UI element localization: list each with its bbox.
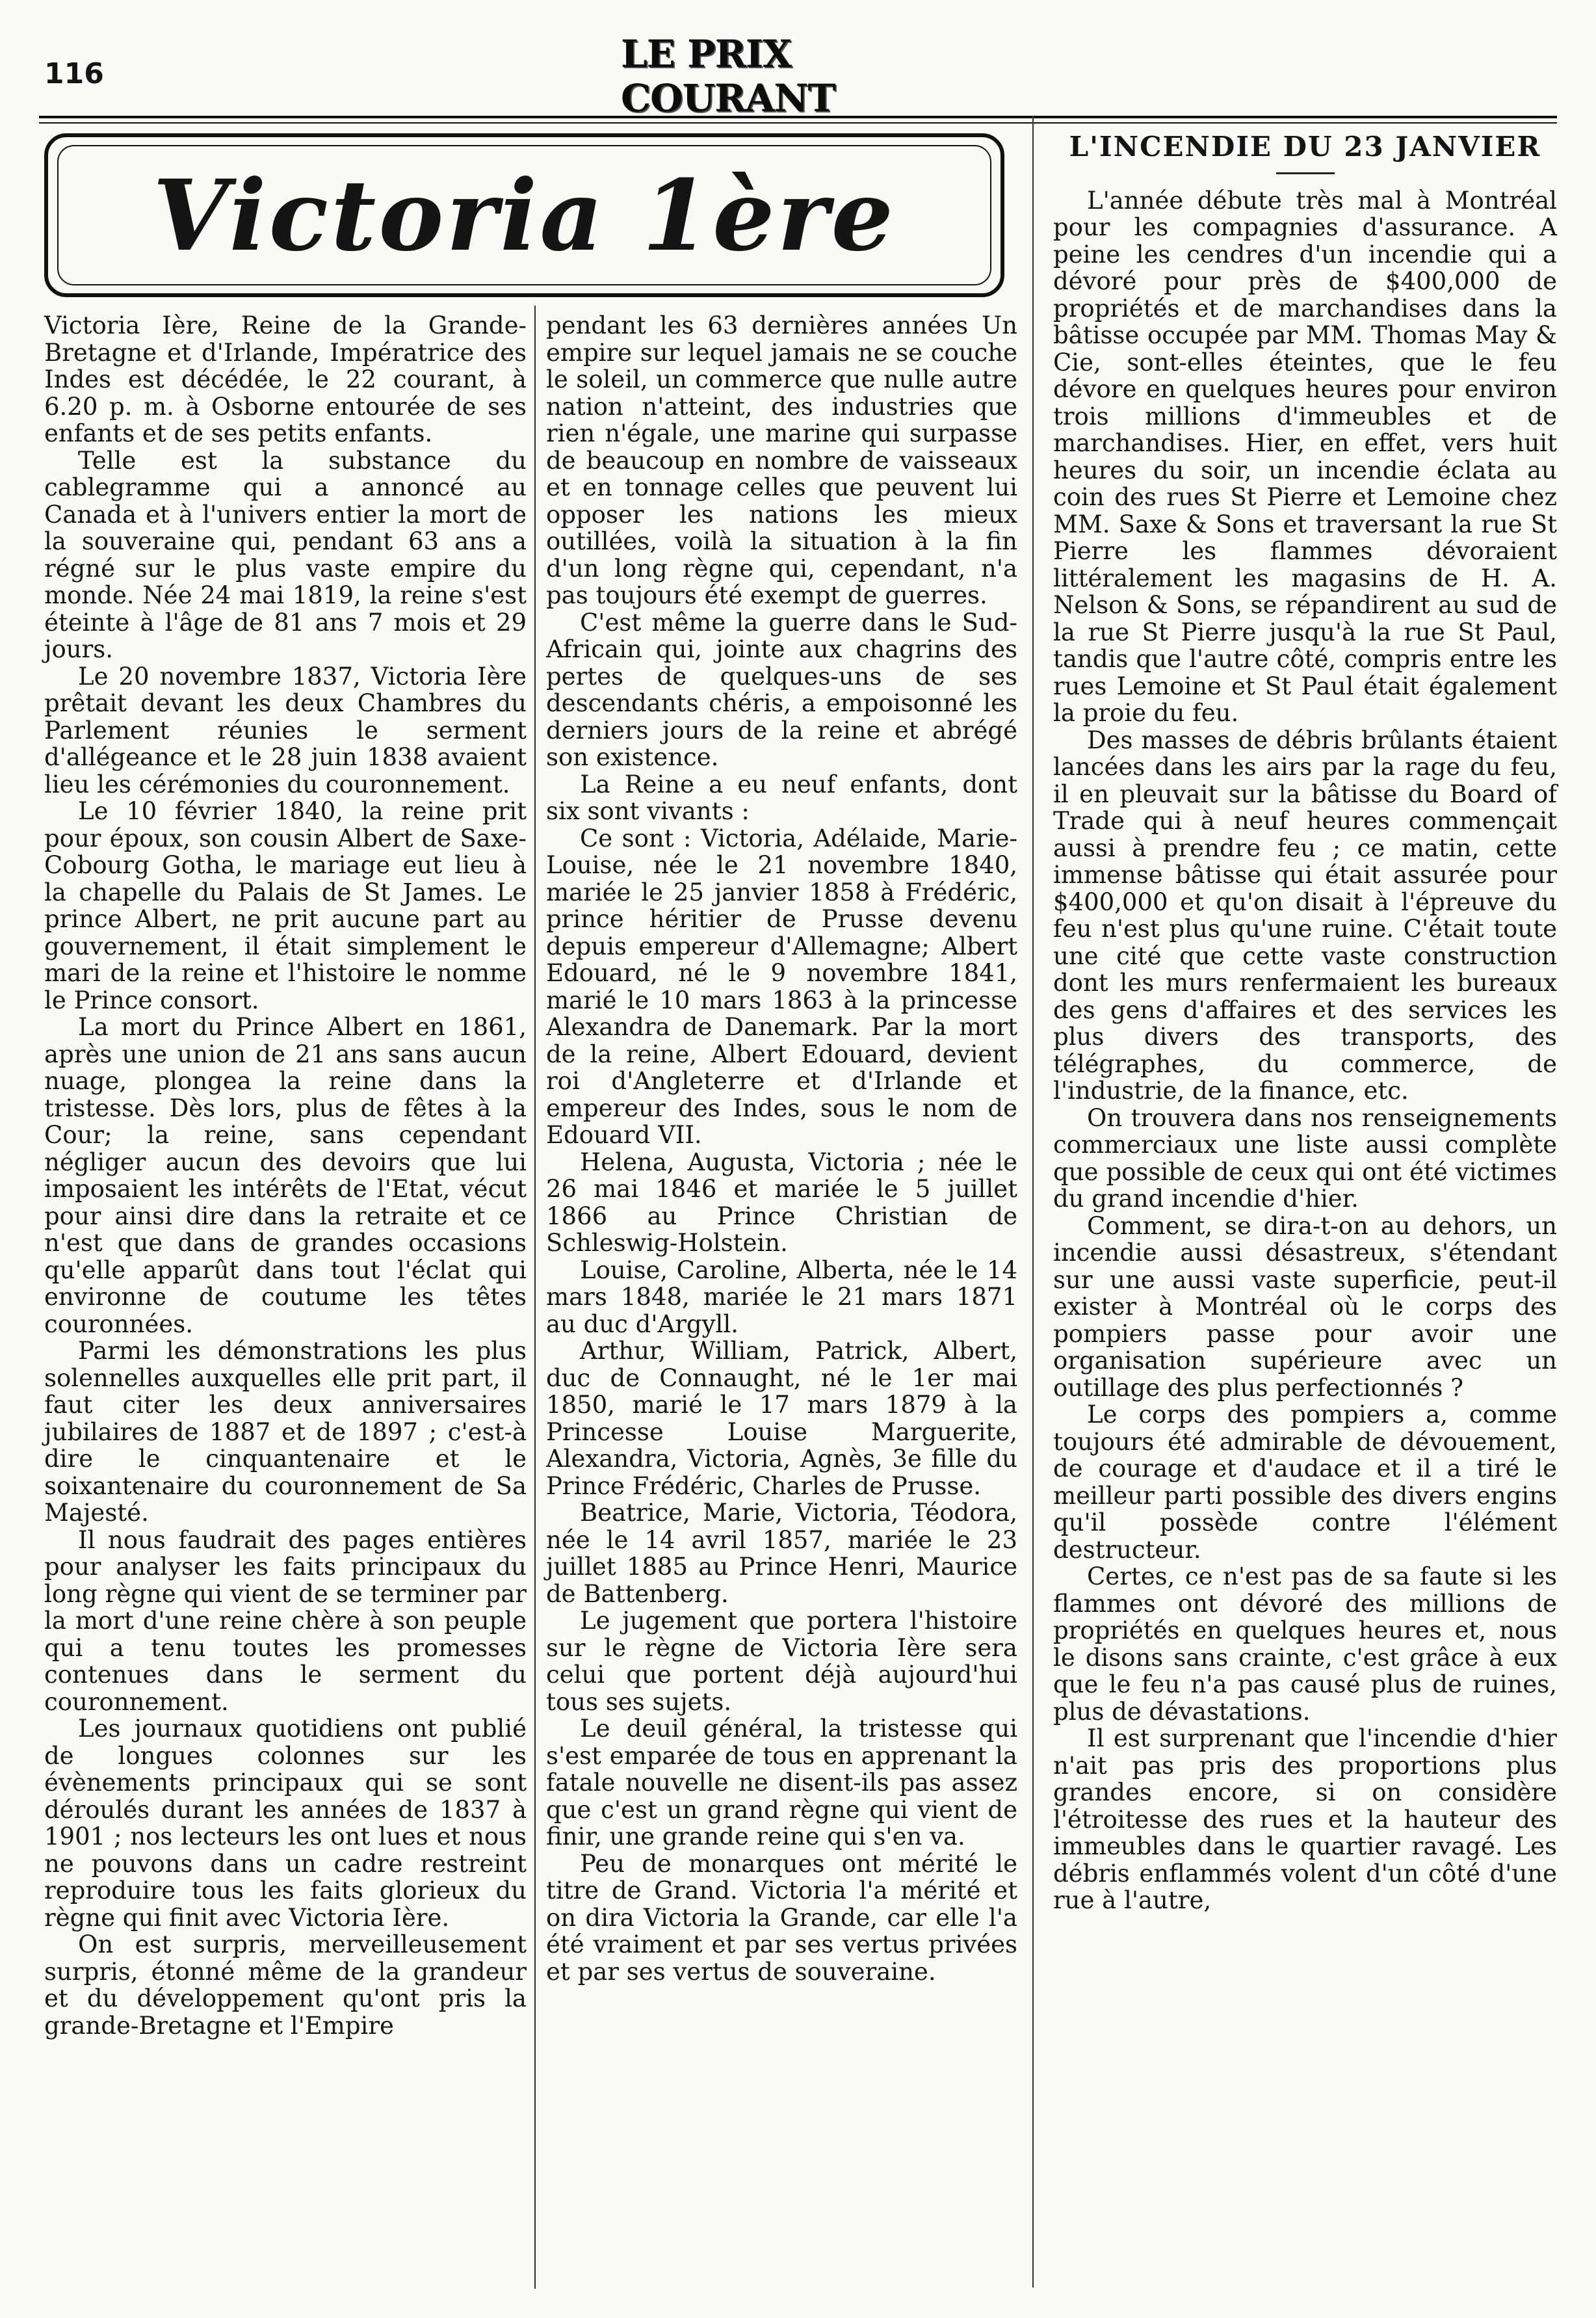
paragraph: Comment, se dira-t-on au dehors, un incendie aussi désastreux, s'étendant sur une aussi vaste superficie, peut-il exister à Montréal où le corps des pompiers passe pour avoir une organisation supérieure avec un outillage des plus perfectionnés ? xyxy=(1053,1211,1557,1402)
paragraph: La mort du Prince Albert en 1861, après une union de 21 ans sans aucun nuage, plongea la reine dans la tristesse. Dès lors, plus de fêtes à la Cour; la reine, sans cependant négliger aucun des devoirs que lui imposaient les intérêts de l'Etat, vécut pour ainsi dire dans la retraite et ce n'est que dans de grandes occasions qu'elle apparût dans tout l'éclat qui environne de coutume les têtes couronnées. xyxy=(44,1013,527,1338)
paragraph: Certes, ce n'est pas de sa faute si les flammes ont dévoré des millions de propriétés en quelques heures et, nous le disons sans crainte, c'est grâce à eux que le feu n'a pas causé plus de ruines, plus de dévastations. xyxy=(1053,1562,1557,1726)
column-divider-left xyxy=(534,306,536,2289)
paragraph: Le 20 novembre 1837, Victoria Ière prêtait devant les deux Chambres du Parlement réunies le serment d'allégeance et le 28 juin 1838 avaient lieu les cérémonies du couronnement. xyxy=(44,662,527,798)
article-left-column xyxy=(44,312,527,2039)
paragraph: Le 10 février 1840, la reine prit pour époux, son cousin Albert de Saxe-Cobourg Gotha, le mariage eut lieu à la chapelle du Palais de St James. Le prince Albert, ne prit aucune part au gouvernement, il était simplement le mari de la reine et l'histoire le nomme le Prince consort. xyxy=(44,797,527,1014)
heading-rule xyxy=(1276,172,1335,174)
page-number: 116 xyxy=(44,57,104,90)
paragraph: Le deuil général, la tristesse qui s'est emparée de tous en apprenant la fatale nouvelle ne disent-ils pas assez que c'est un grand règne qui vient de finir, une grande reine qui s'en va. xyxy=(546,1715,1017,1850)
paragraph: La Reine a eu neuf enfants, dont six sont vivants : xyxy=(546,770,1017,825)
column-divider-right xyxy=(1032,116,1034,2287)
paragraph: C'est même la guerre dans le Sud-Africain qui, jointe aux chagrins des pertes de quelques-uns de ses descendants chéris, a empoisonné les derniers jours de la reine et abrégé son existence. xyxy=(546,608,1017,771)
paragraph: On trouvera dans nos renseignements commerciaux une liste aussi complète que possible de ceux qui ont été victimes du grand incendie d'hier. xyxy=(1053,1103,1557,1213)
article-title: Victoria 1ère xyxy=(152,159,896,273)
fire-article-heading: L'INCENDIE DU 23 JANVIER xyxy=(1069,131,1541,163)
article-right-column xyxy=(1053,133,1557,1914)
article-middle-column xyxy=(546,312,1017,1985)
title-frame xyxy=(44,133,1004,297)
paragraph: Beatrice, Marie, Victoria, Téodora, née le 14 avril 1857, mariée le 23 juillet 1885 au Prince Henri, Maurice de Battenberg. xyxy=(546,1499,1017,1608)
paragraph: Des masses de débris brûlants étaient lancées dans les airs par la rage du feu, il en pleuvait sur la bâtisse du Board of Trade qui à neuf heures commençait aussi à prendre feu ; ce matin, cette immense bâtisse qui était assurée pour $400,000 et qu'on disait à l'épreuve du feu n'est plus qu'une ruine. C'était toute une cité que cette vaste construction dont les murs renfermaient les bureaux des gens d'affaires et des services les plus divers des transports, des télégraphes, du commerce, de l'industrie, de la finance, etc. xyxy=(1053,726,1557,1105)
paragraph: Arthur, William, Patrick, Albert, duc de Connaught, né le 1er mai 1850, marié le 17 mars 1879 à la Princesse Louise Marguerite, Alexandra, Victoria, Agnès, 3e fille du Prince Frédéric, Charles de Prusse. xyxy=(546,1337,1017,1500)
paragraph: Le jugement que portera l'histoire sur le règne de Victoria Ière sera celui que portent déjà aujourd'hui tous ses sujets. xyxy=(546,1607,1017,1716)
paragraph: On est surpris, merveilleusement surpris, étonné même de la grandeur et du développement qu'ont pris la grande-Bretagne et l'Empire xyxy=(44,1930,527,2040)
header-rule-thin xyxy=(39,122,1557,124)
paragraph: Victoria Ière, Reine de la Grande-Bretagne et d'Irlande, Impératrice des Indes est décédée, le 22 courant, à 6.20 p. m. à Osborne entourée de ses enfants et de ses petits enfants. xyxy=(44,311,527,447)
paragraph: Helena, Augusta, Victoria ; née le 26 mai 1846 et mariée le 5 juillet 1866 au Prince Christian de Schleswig-Holstein. xyxy=(546,1148,1017,1257)
paragraph: pendant les 63 dernières années Un empire sur lequel jamais ne se couche le soleil, un commerce que nulle autre nation n'atteint, des industries que rien n'égale, une marine qui surpasse de beaucoup en nombre de vaisseaux et en tonnage celles que peuvent lui opposer les nations les mieux outillées, voilà la situation à la fin d'un long règne qui, cependant, n'a pas toujours été exempt de guerres. xyxy=(546,311,1017,609)
paragraph: Il est surprenant que l'incendie d'hier n'ait pas pris des proportions plus grandes encore, si on considère l'étroitesse des rues et la hauteur des immeubles dans le quartier ravagé. Les débris enflammés volent d'un côté d'une rue à l'autre, xyxy=(1053,1724,1557,1914)
paragraph: Le corps des pompiers a, comme toujours été admirable de dévouement, de courage et d'audace et il a tiré le meilleur parti possible des divers engins qu'il possède contre l'élément destructeur. xyxy=(1053,1401,1557,1564)
paragraph: Peu de monarques ont mérité le titre de Grand. Victoria l'a mérité et on dira Victoria la Grande, car elle l'a été vraiment et par ses vertus privées et par ses vertus de souveraine. xyxy=(546,1849,1017,1986)
header-rule xyxy=(39,116,1557,118)
paragraph: Telle est la substance du cablegramme qui a annoncé au Canada et à l'univers entier la mort de la souveraine qui, pendant 63 ans a régné sur le plus vaste empire du monde. Née 24 mai 1819, la reine s'est éteinte à l'âge de 81 ans 7 mois et 29 jours. xyxy=(44,446,527,663)
masthead-logo: LE PRIX COURANT xyxy=(621,32,835,120)
paragraph: Louise, Caroline, Alberta, née le 14 mars 1848, mariée le 21 mars 1871 au duc d'Argyll. xyxy=(546,1256,1017,1338)
paragraph: Les journaux quotidiens ont publié de longues colonnes sur les évènements principaux qui se sont déroulés durant les années de 1837 à 1901 ; nos lecteurs les ont lues et nous ne pouvons dans un cadre restreint reproduire tous les faits glorieux du règne qui finit avec Victoria Ière. xyxy=(44,1715,527,1932)
paragraph: Il nous faudrait des pages entières pour analyser les faits principaux du long règne qui vient de se terminer par la mort d'une reine chère à son peuple qui a tenu toutes les promesses contenues dans le serment du couronnement. xyxy=(44,1525,527,1716)
paragraph: Ce sont : Victoria, Adélaide, Marie-Louise, née le 21 novembre 1840, mariée le 25 janvier 1858 à Frédéric, prince héritier de Prusse devenu depuis empereur d'Allemagne; Albert Edouard, né le 9 novembre 1841, marié le 10 mars 1863 à la princesse Alexandra de Danemark. Par la mort de la reine, Albert Edouard, devient roi d'Angleterre et d'Irlande et empereur des Indes, sous le nom de Edouard VII. xyxy=(546,824,1017,1149)
paragraph: L'année débute très mal à Montréal pour les compagnies d'assurance. A peine les cendres d'un incendie qui a dévoré pour près de $400,000 de propriétés et de marchandises dans la bâtisse occupée par MM. Thomas May & Cie, sont-elles éteintes, que le feu dévore en quelques heures pour environ trois millions d'immeubles et de marchandises. Hier, en effet, vers huit heures du soir, un incendie éclata au coin des rues St Pierre et Lemoine chez MM. Saxe & Sons et traversant la rue St Pierre les flammes dévoraient littéralement les magasins de H. A. Nelson & Sons, se répandirent au sud de la rue St Pierre jusqu'à la rue St Paul, tandis que l'autre côté, compris entre les rues Lemoine et St Paul était également la proie du feu. xyxy=(1053,186,1557,727)
paragraph: Parmi les démonstrations les plus solennelles auxquelles elle prit part, il faut citer les deux anniversaires jubilaires de 1887 et de 1897 ; c'est-à dire le cinquantenaire et le soixantenaire du couronnement de Sa Majesté. xyxy=(44,1337,527,1527)
